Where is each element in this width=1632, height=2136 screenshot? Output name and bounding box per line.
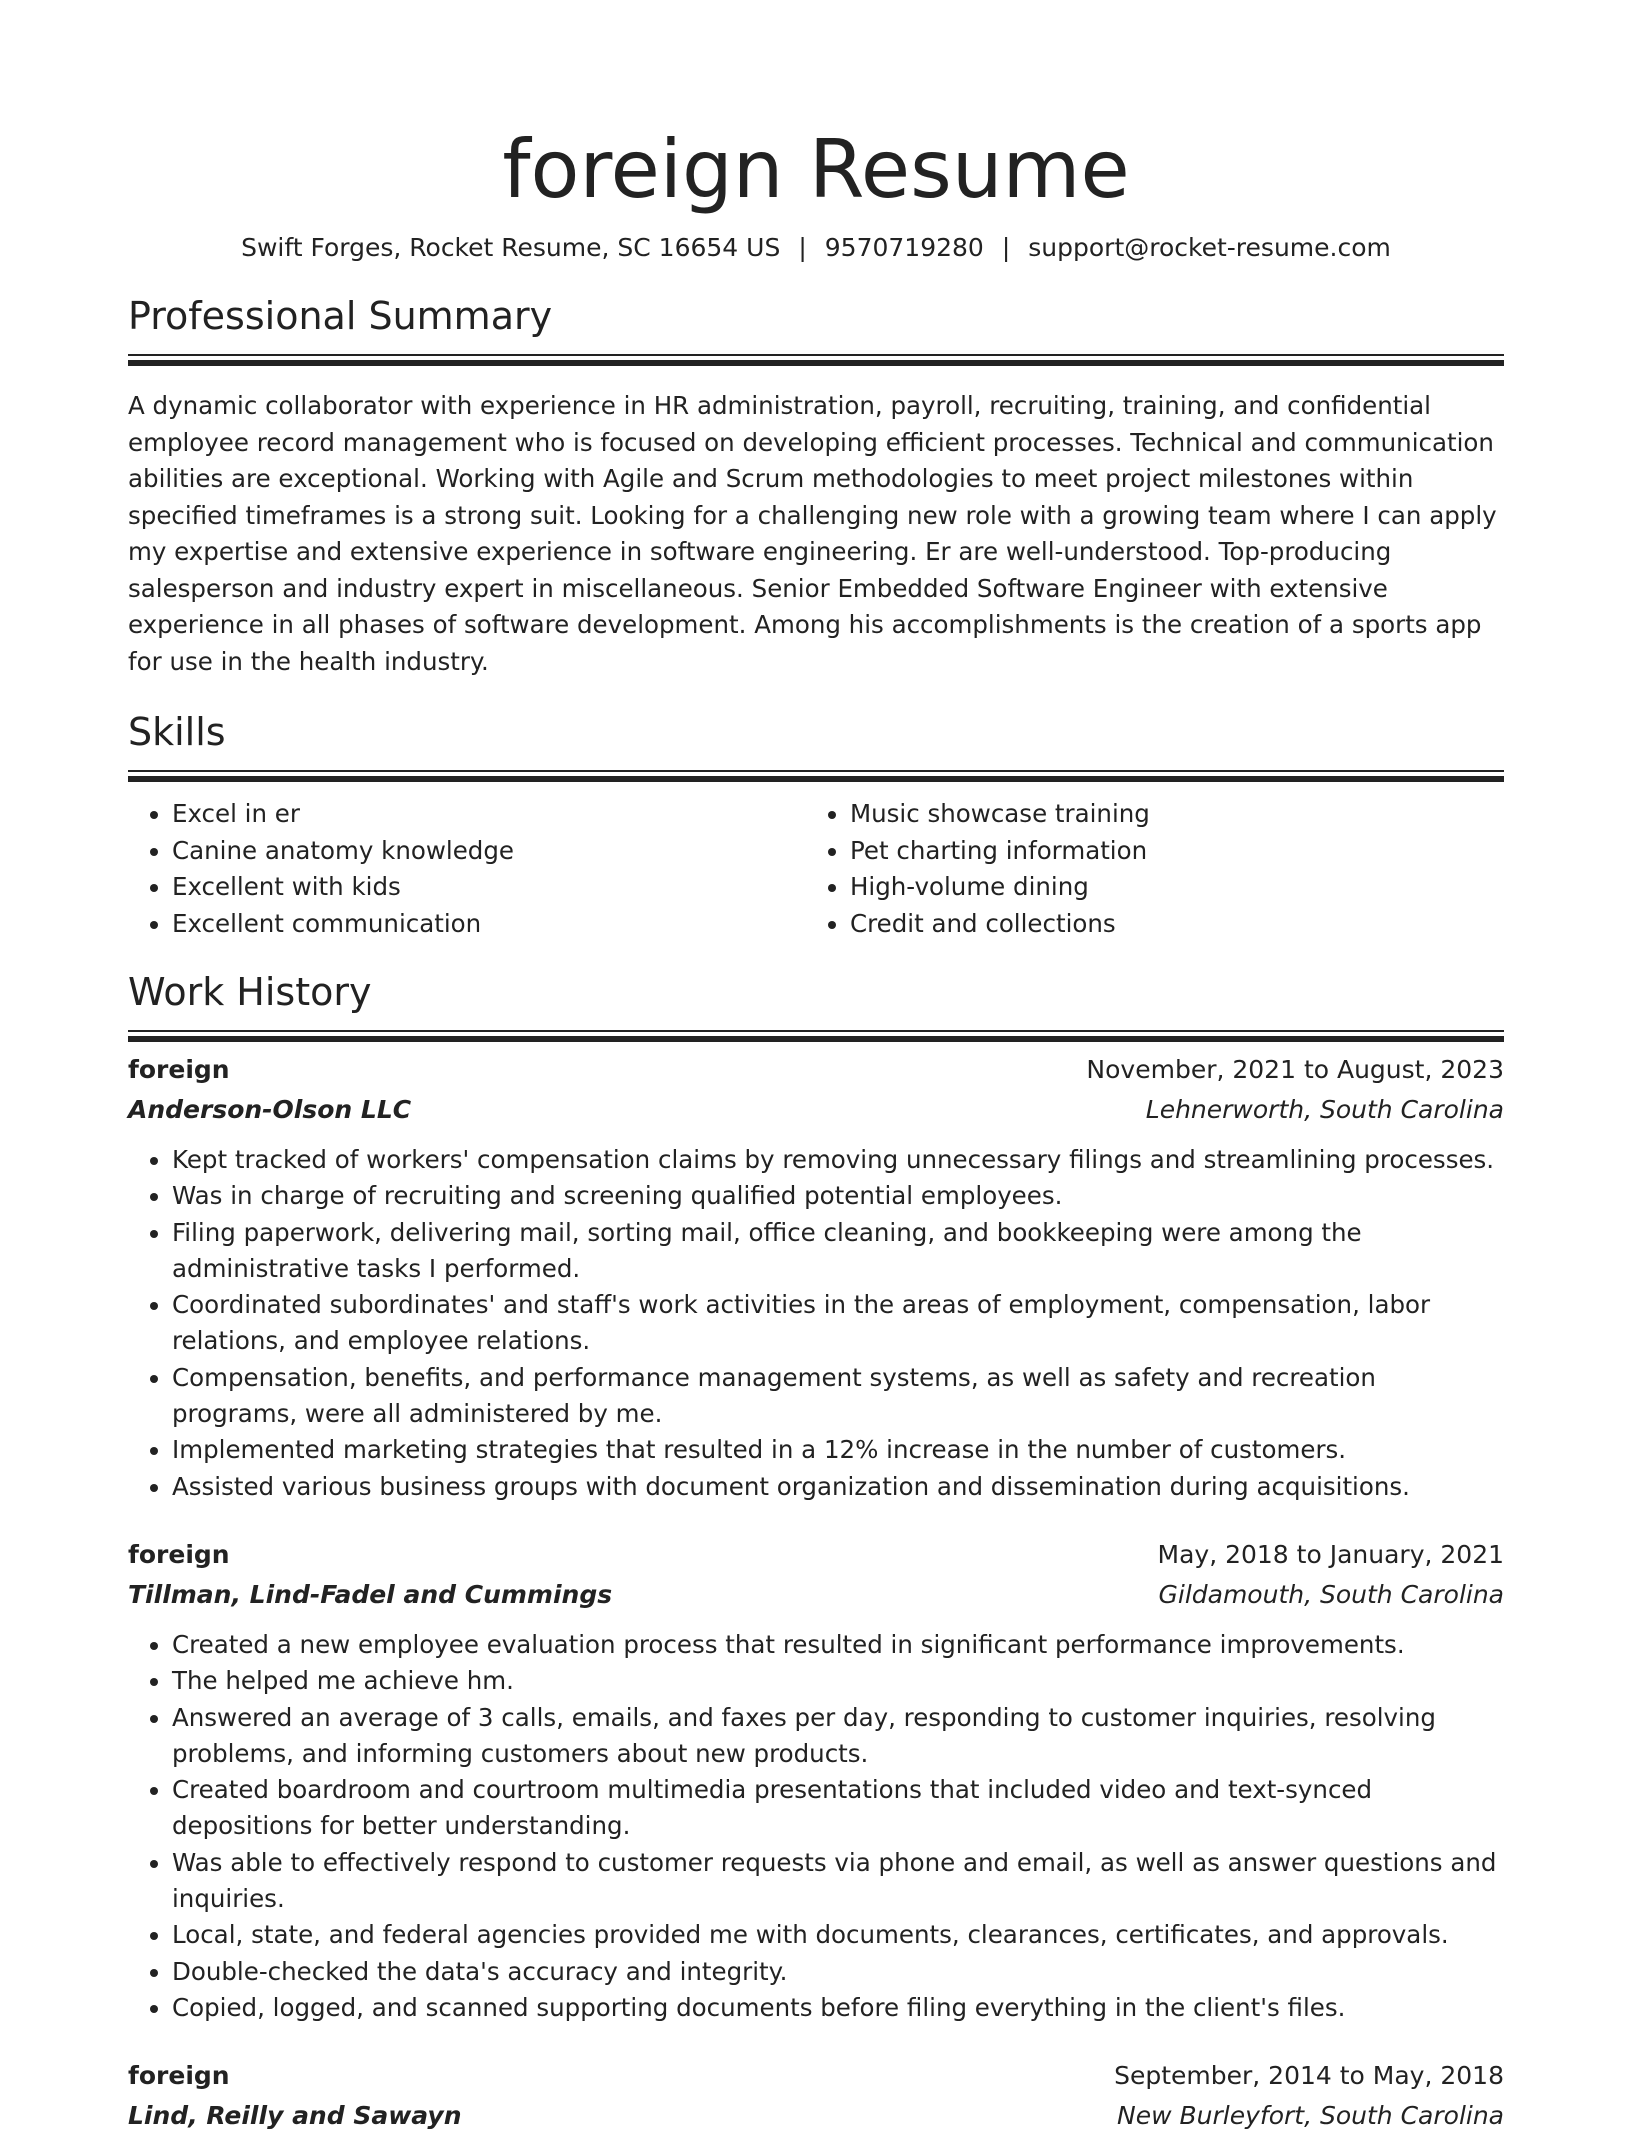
job-dates: September, 2014 to May, 2018 [1114,2061,1504,2091]
duty-item: • Answered an average of 3 calls, emails, and faxes per day, responding to customer inquiries, resolving problems, and informing customers about new products. [172,1700,1504,1773]
duty-item: • Local, state, and federal agencies provided me with documents, clearances, certificates, and approvals. [172,1917,1504,1953]
skills-columns [128,796,1504,942]
skill-item: • Excellent with kids [172,869,806,906]
duty-item: • Implemented marketing strategies that resulted in a 12% increase in the number of customers. [172,1432,1504,1468]
job-employer: Tillman, Lind-Fadel and Cummings [128,1579,613,1609]
skill-item: • Music showcase training [850,796,1484,833]
duty-item: • Was in charge of recruiting and screening qualified potential employees. [172,1178,1504,1214]
contact-phone: 9570719280 [824,233,984,262]
job-header [128,1050,1504,1090]
skills-list-right [806,796,1484,942]
section-divider [128,770,1504,772]
job-title: foreign [128,1539,230,1569]
contact-separator: | [798,233,807,262]
skill-item: • Excel in er [172,796,806,833]
duty-item: • Was able to effectively respond to customer requests via phone and email, as well as answer questions and inquiries. [172,1845,1504,1918]
summary-text: A dynamic collaborator with experience in HR administration, payroll, recruiting, training, and confidential employee record management who is focused on developing efficient processes. Technical and communication abilities are exceptional. Working with Agile and Scrum methodologies to meet project milestones within specified timeframes is a strong suit. Looking for a challenging new role with a growing team where I can apply my expertise and extensive experience in software engineering. Er are well-understood. Top-producing salesperson and industry expert in miscellaneous. Senior Embedded Software Engineer with extensive experience in all phases of software development. Among his accomplishments is the creation of a sports app for use in the health industry. [128,391,1497,676]
duty-item: • Assisted various business groups with document organization and dissemination during acquisitions. [172,1469,1504,1505]
job-subheader [128,1090,1504,1130]
job-duties [128,1627,1504,2026]
job-entry [128,1535,1504,2026]
professional-summary-section [128,292,1504,680]
section-title: Skills [128,710,226,754]
skill-item: • Credit and collections [850,906,1484,943]
job-location: Gildamouth, South Carolina [1158,1579,1504,1609]
job-duties [128,1142,1504,1505]
job-entry [128,1050,1504,1505]
resume-page [128,0,1504,2136]
job-title: foreign [128,1055,230,1084]
section-title: Work History [128,970,372,1014]
job-header [128,1535,1504,1575]
skill-item: • Excellent communication [172,906,806,943]
job-title: foreign [128,2061,230,2091]
job-dates: November, 2021 to August, 2023 [1086,1055,1504,1084]
duty-item: • Created a new employee evaluation process that resulted in significant performance improvements. [172,1627,1504,1663]
section-divider [128,354,1504,356]
skill-item: • Canine anatomy knowledge [172,833,806,870]
skills-list-left [128,796,806,942]
job-location: New Burleyfort, South Carolina [1117,2101,1504,2131]
job-dates: May, 2018 to January, 2021 [1157,1539,1504,1569]
job-subheader [128,2096,1504,2136]
job-employer: Lind, Reilly and Sawayn [128,2101,462,2131]
skill-item: • High-volume dining [850,869,1484,906]
contact-separator: | [1001,233,1011,262]
job-subheader [128,1575,1504,1615]
contact-line [128,230,1504,266]
duty-item: • Coordinated subordinates' and staff's work activities in the areas of employment, compensation, labor relations, and employee relations. [172,1287,1504,1360]
job-employer: Anderson-Olson LLC [128,1095,412,1124]
section-divider [128,1030,1504,1032]
job-header [128,2056,1504,2096]
duty-item: • The helped me achieve hm. [172,1663,1504,1699]
skill-item: • Pet charting information [850,833,1484,870]
duty-item: • Double-checked the data's accuracy and integrity. [172,1954,1504,1990]
work-history-section [128,968,1504,2136]
section-title: Professional Summary [128,294,553,338]
duty-item: • Compensation, benefits, and performance management systems, as well as safety and recreation programs, were all administered by me. [172,1360,1504,1433]
duty-item: • Copied, logged, and scanned supporting documents before filing everything in the client's files. [172,1990,1504,2026]
job-entry [128,2056,1504,2136]
contact-email: support@rocket-resume.com [1028,233,1391,262]
duty-item: • Created boardroom and courtroom multimedia presentations that included video and text-synced depositions for better understanding. [172,1772,1504,1845]
skills-section [128,708,1504,942]
resume-name: foreign Resume [502,123,1130,216]
duty-item: • Filing paperwork, delivering mail, sorting mail, office cleaning, and bookkeeping were among the administrative tasks I performed. [172,1215,1504,1288]
duty-item: • Kept tracked of workers' compensation claims by removing unnecessary filings and streamlining processes. [172,1142,1504,1178]
job-location: Lehnerworth, South Carolina [1145,1095,1504,1124]
contact-address: Swift Forges, Rocket Resume, SC 16654 US [241,233,781,262]
